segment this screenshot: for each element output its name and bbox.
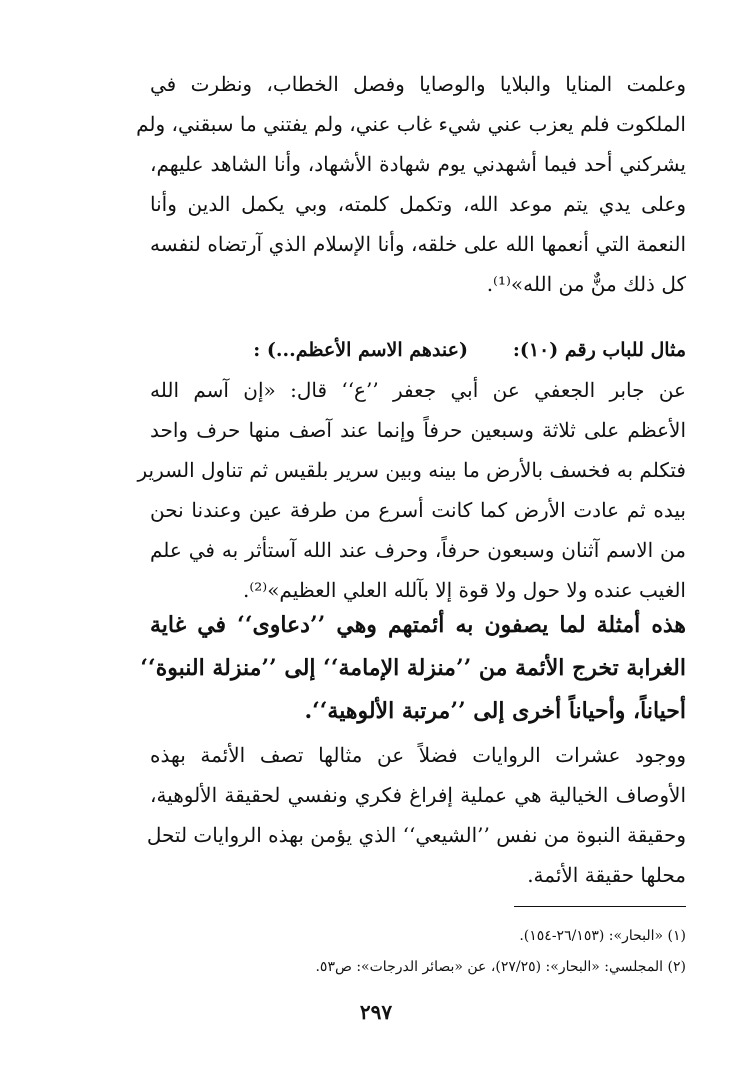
text-line: بيده ثم عادت الأرض كما كانت أسرع من طرفة عين وعندنا نحن: [150, 498, 686, 522]
text-line: يشركني أحد فيما أشهدني يوم شهادة الأشهاد، وأنا الشاهد عليهم،: [150, 152, 686, 176]
text-line: هذه أمثلة لما يصفون به أئمتهم وهي ’’دعاوى‘‘ في غاية: [150, 612, 687, 638]
heading-label: مثال للباب رقم (١٠):: [512, 339, 686, 361]
paragraph-narration: [137, 370, 686, 610]
text-line: الأوصاف الخيالية هي عملية إفراغ فكري ونفسي لحقيقة الألوهية،: [150, 783, 686, 807]
footnote-divider: [514, 906, 686, 907]
text-line: من الاسم آثنان وسبعون حرفاً، وحرف عند الله آستأثر به في علم: [150, 538, 686, 562]
paragraph-sermon: [136, 64, 686, 304]
footnote-1: (١) «البحار»: (٢٦/١٥٣-١٥٤).: [519, 928, 686, 944]
footnote-2: (٢) المجلسي: «البحار»: (٢٧/٢٥)، عن «بصائر الدرجات»: ص٥٣.: [315, 959, 686, 975]
heading-title: (عندهم الاسم الأعظم...) :: [253, 339, 468, 361]
paragraph-conclusion: [146, 735, 686, 895]
section-heading: [150, 330, 686, 370]
text-line: وحقيقة النبوة من نفس ’’الشيعي‘‘ الذي يؤمن بهذه الروايات لتحل: [146, 823, 686, 847]
text-line: النعمة التي أنعمها الله على خلقه، وأنا الإسلام الذي آرتضاه لنفسه: [150, 232, 686, 256]
text-line: الغيب عنده ولا حول ولا قوة إلا بآلله العلي العظيم»⁽²⁾.: [242, 578, 686, 602]
paragraph-bold-commentary: [140, 604, 687, 733]
text-line: وعلى يدي يتم موعد الله، وتكمل كلمته، وبي يكمل الدين وأنا: [150, 192, 686, 216]
text-line: محلها حقيقة الأئمة.: [527, 863, 686, 887]
page-number: ٢٩٧: [359, 1000, 393, 1024]
text-line: ووجود عشرات الروايات فضلاً عن مثالها تصف الأئمة بهذه: [150, 743, 686, 767]
text-line: وعلمت المنايا والبلايا والوصايا وفصل الخطاب، ونظرت في: [150, 72, 686, 96]
text-line: الغرابة تخرج الأئمة من ’’منزلة الإمامة‘‘ إلى ’’منزلة النبوة‘‘: [140, 655, 686, 681]
text-line: الأعظم على ثلاثة وسبعين حرفاً وإنما عند آصف منها حرف واحد: [150, 418, 686, 442]
text-line: أحياناً، وأحياناً أخرى إلى ’’مرتبة الألوهية‘‘.: [304, 698, 686, 724]
text-line: عن جابر الجعفي عن أبي جعفر ’’ع‘‘ قال: «إن آسم الله: [150, 378, 686, 402]
text-line: الملكوت فلم يعزب عني شيء غاب عني، ولم يفتني ما سبقني، ولم: [136, 112, 686, 136]
text-line: فتكلم به فخسف بالأرض ما بينه وبين سرير بلقيس ثم تناول السرير: [137, 458, 686, 482]
text-line: كل ذلك منٌّ من الله»⁽¹⁾.: [486, 272, 686, 296]
